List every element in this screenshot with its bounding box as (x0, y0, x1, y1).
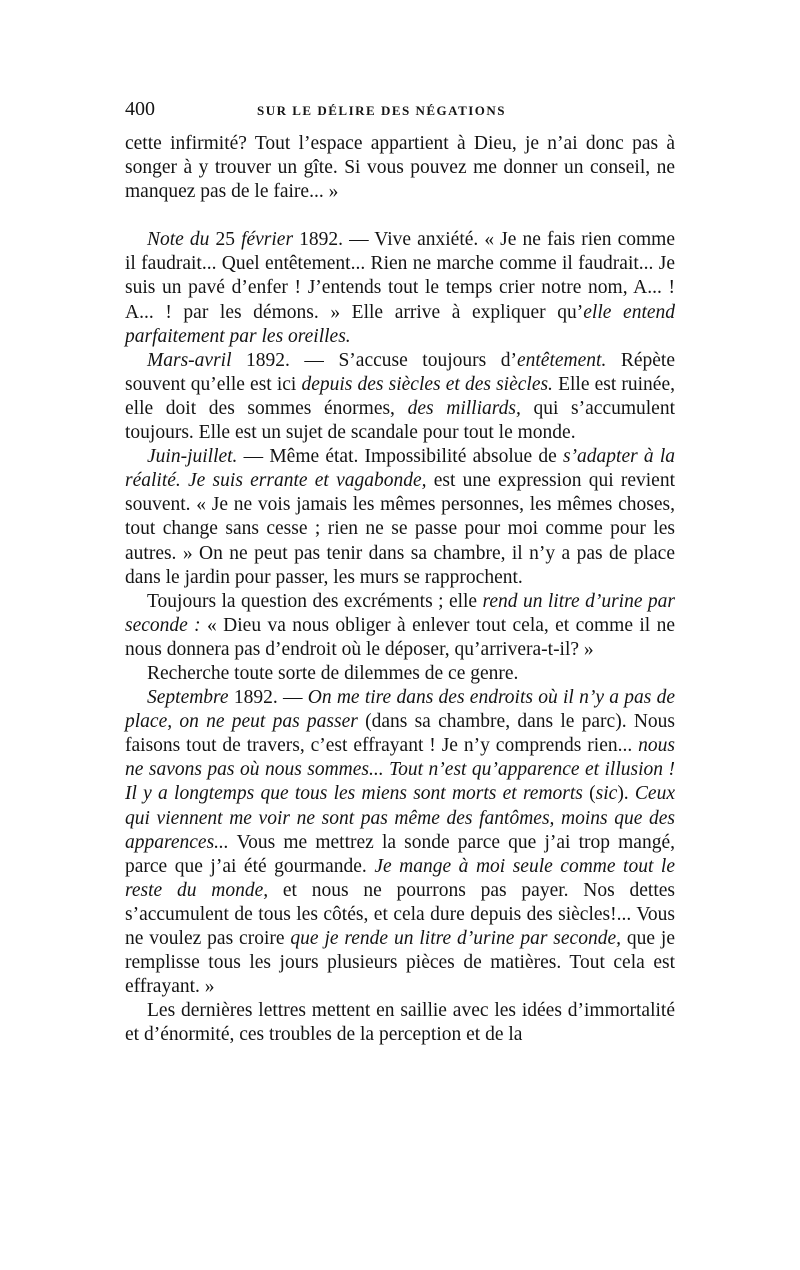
italic-text: que je rende un litre d’urine par seconde, (290, 928, 621, 949)
paragraph (125, 349, 675, 445)
paragraph (125, 228, 675, 348)
text-run: Vous me mettrez la sonde parce que j’ai trop mangé, parce que j’ai été gourmande. (125, 831, 675, 877)
text-run: ). (617, 783, 635, 805)
italic-text: nous ne savons pas où nous sommes... Tout n’est qu’apparence et illusion ! Il y a longtemps que tous les miens sont morts et remorts (125, 735, 675, 805)
italic-text: février (241, 229, 294, 251)
text-run: Elle est ruinée, elle doit des sommes énormes, (125, 373, 675, 419)
text-run: ( (582, 783, 596, 805)
text-run: que je remplisse tous les jours plusieurs pièces de matières. Tout cela est effrayant. » (125, 928, 675, 998)
page-header (125, 98, 675, 128)
text-run: et nous ne pourrons pas payer. Nos dettes s’accumulent de tous les côtés, et cela dure depuis des siècles!... Vous ne voulez pas croire (125, 879, 675, 949)
italic-text: elle entend parfaitement par les oreilles. (125, 301, 676, 347)
text-run: 1892. — Vive anxiété. « Je ne fais rien comme il faudrait... Quel entêtement... Rien ne marche comme il faudrait... Je suis un pavé d’enfer ! J’entends tout le temps crier notre nom, A... ! A... ! par les démons. » Elle arrive à expliquer qu’ (125, 229, 675, 323)
italic-text: Juin-juillet. (147, 446, 238, 468)
text-run: Toujours la question des excréments ; elle (147, 590, 483, 612)
page-number: 400 (125, 98, 155, 120)
italic-text: Mars-avril (147, 349, 232, 371)
italic-text: entêtement. (516, 349, 607, 371)
text-run: qui s’accumulent toujours. Elle est un sujet de scandale pour tout le monde. (125, 397, 676, 444)
italic-text: Je mange à moi seule comme tout le reste du monde, (125, 855, 675, 901)
body-text (125, 132, 675, 1047)
running-title: SUR LE DÉLIRE DES NÉGATIONS (257, 103, 507, 118)
italic-text: Note du (147, 229, 210, 251)
paragraph (125, 132, 675, 204)
text-run: Les dernières lettres mettent en saillie avec les idées d’immortalité et d’énormité, ces troubles de la perception et de la (125, 1000, 675, 1046)
text-run: 25 (209, 229, 242, 251)
text-run: Recherche toute sorte de dilemmes de ce genre. (147, 662, 519, 684)
paragraph (125, 445, 675, 590)
text-run: Répète souvent qu’elle est ici (125, 349, 675, 395)
italic-text: Ceux qui viennent me voir ne sont pas même des fantômes, moins que des apparences... (125, 783, 675, 853)
paragraph (125, 590, 675, 662)
text-run: est une expression qui revient souvent. « Je ne vois jamais les mêmes personnes, les mêmes choses, tout change sans cesse ; rien ne se passe pour moi comme pour les autres. » On ne peut pas tenir dans sa chambre, il n’y a pas de place dans le jardin pour passer, les murs se rapprochent. (125, 470, 675, 588)
text-run: « Dieu va nous obliger à enlever tout cela, et comme il ne nous donnera pas d’endroit où le déposer, qu’arrivera-t-il? » (125, 614, 675, 660)
italic-text: sic (595, 783, 618, 805)
text-run: — Même état. Impossibilité absolue de (237, 446, 563, 468)
text-run: cette infirmité? Tout l’espace appartient à Dieu, je n’ai donc pas à songer à y trouver un gîte. Si vous pouvez me donner un conseil, ne manquez pas de le faire... » (125, 133, 675, 203)
italic-text: depuis des siècles et des siècles. (301, 373, 553, 395)
text-run: 1892. — (228, 687, 308, 709)
italic-text: On me tire dans des endroits où il n’y a pas de place, on ne peut pas passer (125, 687, 676, 733)
paragraph (125, 686, 675, 999)
italic-text: Septembre (147, 687, 229, 709)
paragraph (125, 662, 675, 686)
italic-text: s’adapter à la réalité. Je suis errante et vagabonde, (125, 446, 676, 492)
text-run: (dans sa chambre, dans le parc). Nous faisons tout de travers, c’est effrayant ! Je n’y comprends rien... (125, 711, 675, 757)
italic-text: des milliards, (407, 397, 521, 419)
paragraph (125, 999, 675, 1047)
italic-text: rend un litre d’urine par seconde : (125, 590, 675, 636)
text-run: 1892. — S’accuse toujours d’ (231, 349, 517, 371)
